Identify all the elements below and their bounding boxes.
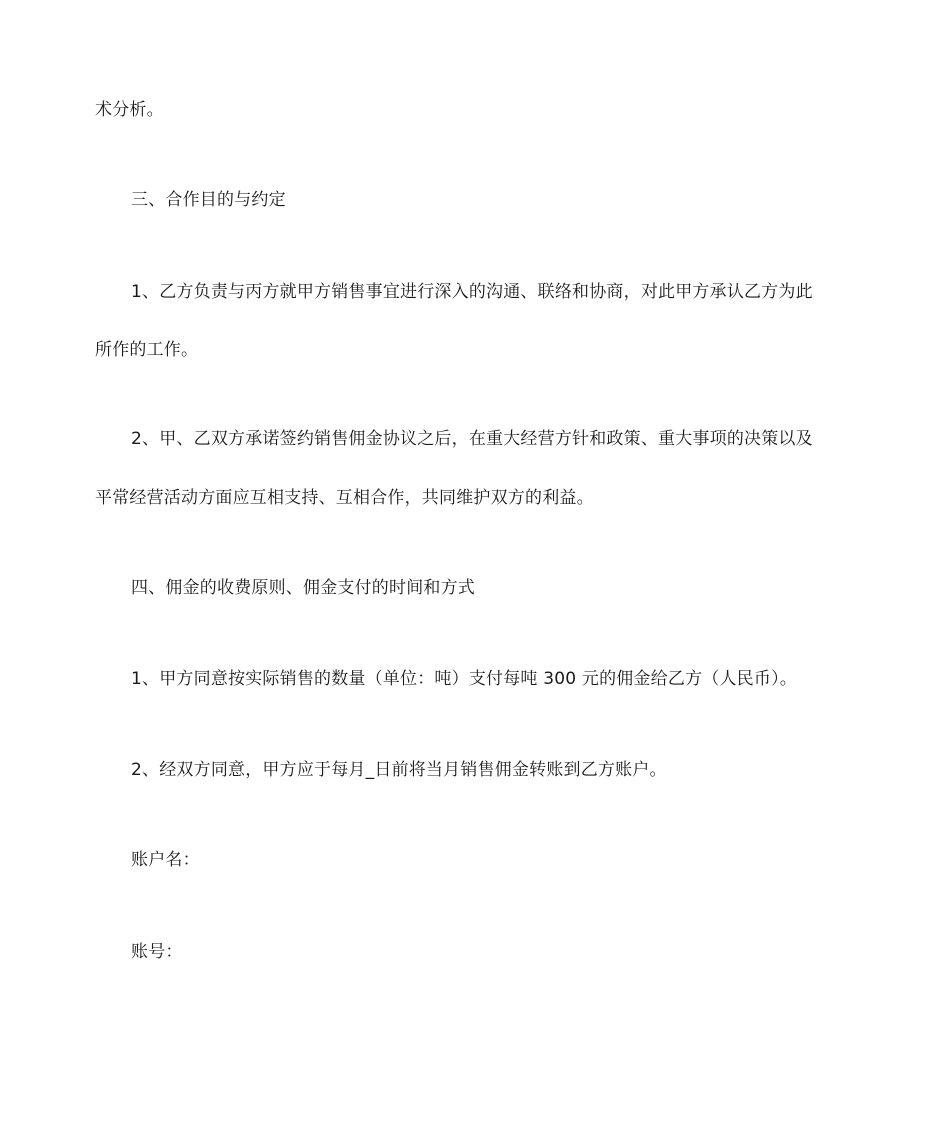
clause-4-1: 1、甲方同意按实际销售的数量（单位：吨）支付每吨 300 元的佣金给乙方（人民币）。: [131, 669, 797, 689]
clause-4-2: 2、经双方同意，甲方应于每月_日前将当月销售佣金转账到乙方账户。: [131, 760, 667, 780]
clause-3-1-line-1: 1、乙方负责与丙方就甲方销售事宜进行深入的沟通、联络和协商，对此甲方承认乙方为此: [131, 282, 813, 302]
clause-3-2-line-2: 平常经营活动方面应互相支持、互相合作，共同维护双方的利益。: [95, 488, 594, 508]
clause-3-2-line-1: 2、甲、乙双方承诺签约销售佣金协议之后，在重大经营方针和政策、重大事项的决策以及: [131, 429, 813, 449]
section-heading-3: 三、合作目的与约定: [131, 190, 286, 210]
section-heading-4: 四、佣金的收费原则、佣金支付的时间和方式: [131, 578, 475, 598]
account-number-label: 账号：: [131, 942, 183, 962]
paragraph-continuation: 术分析。: [95, 100, 164, 120]
account-name-label: 账户名：: [131, 850, 200, 870]
clause-3-1-line-2: 所作的工作。: [95, 340, 199, 360]
